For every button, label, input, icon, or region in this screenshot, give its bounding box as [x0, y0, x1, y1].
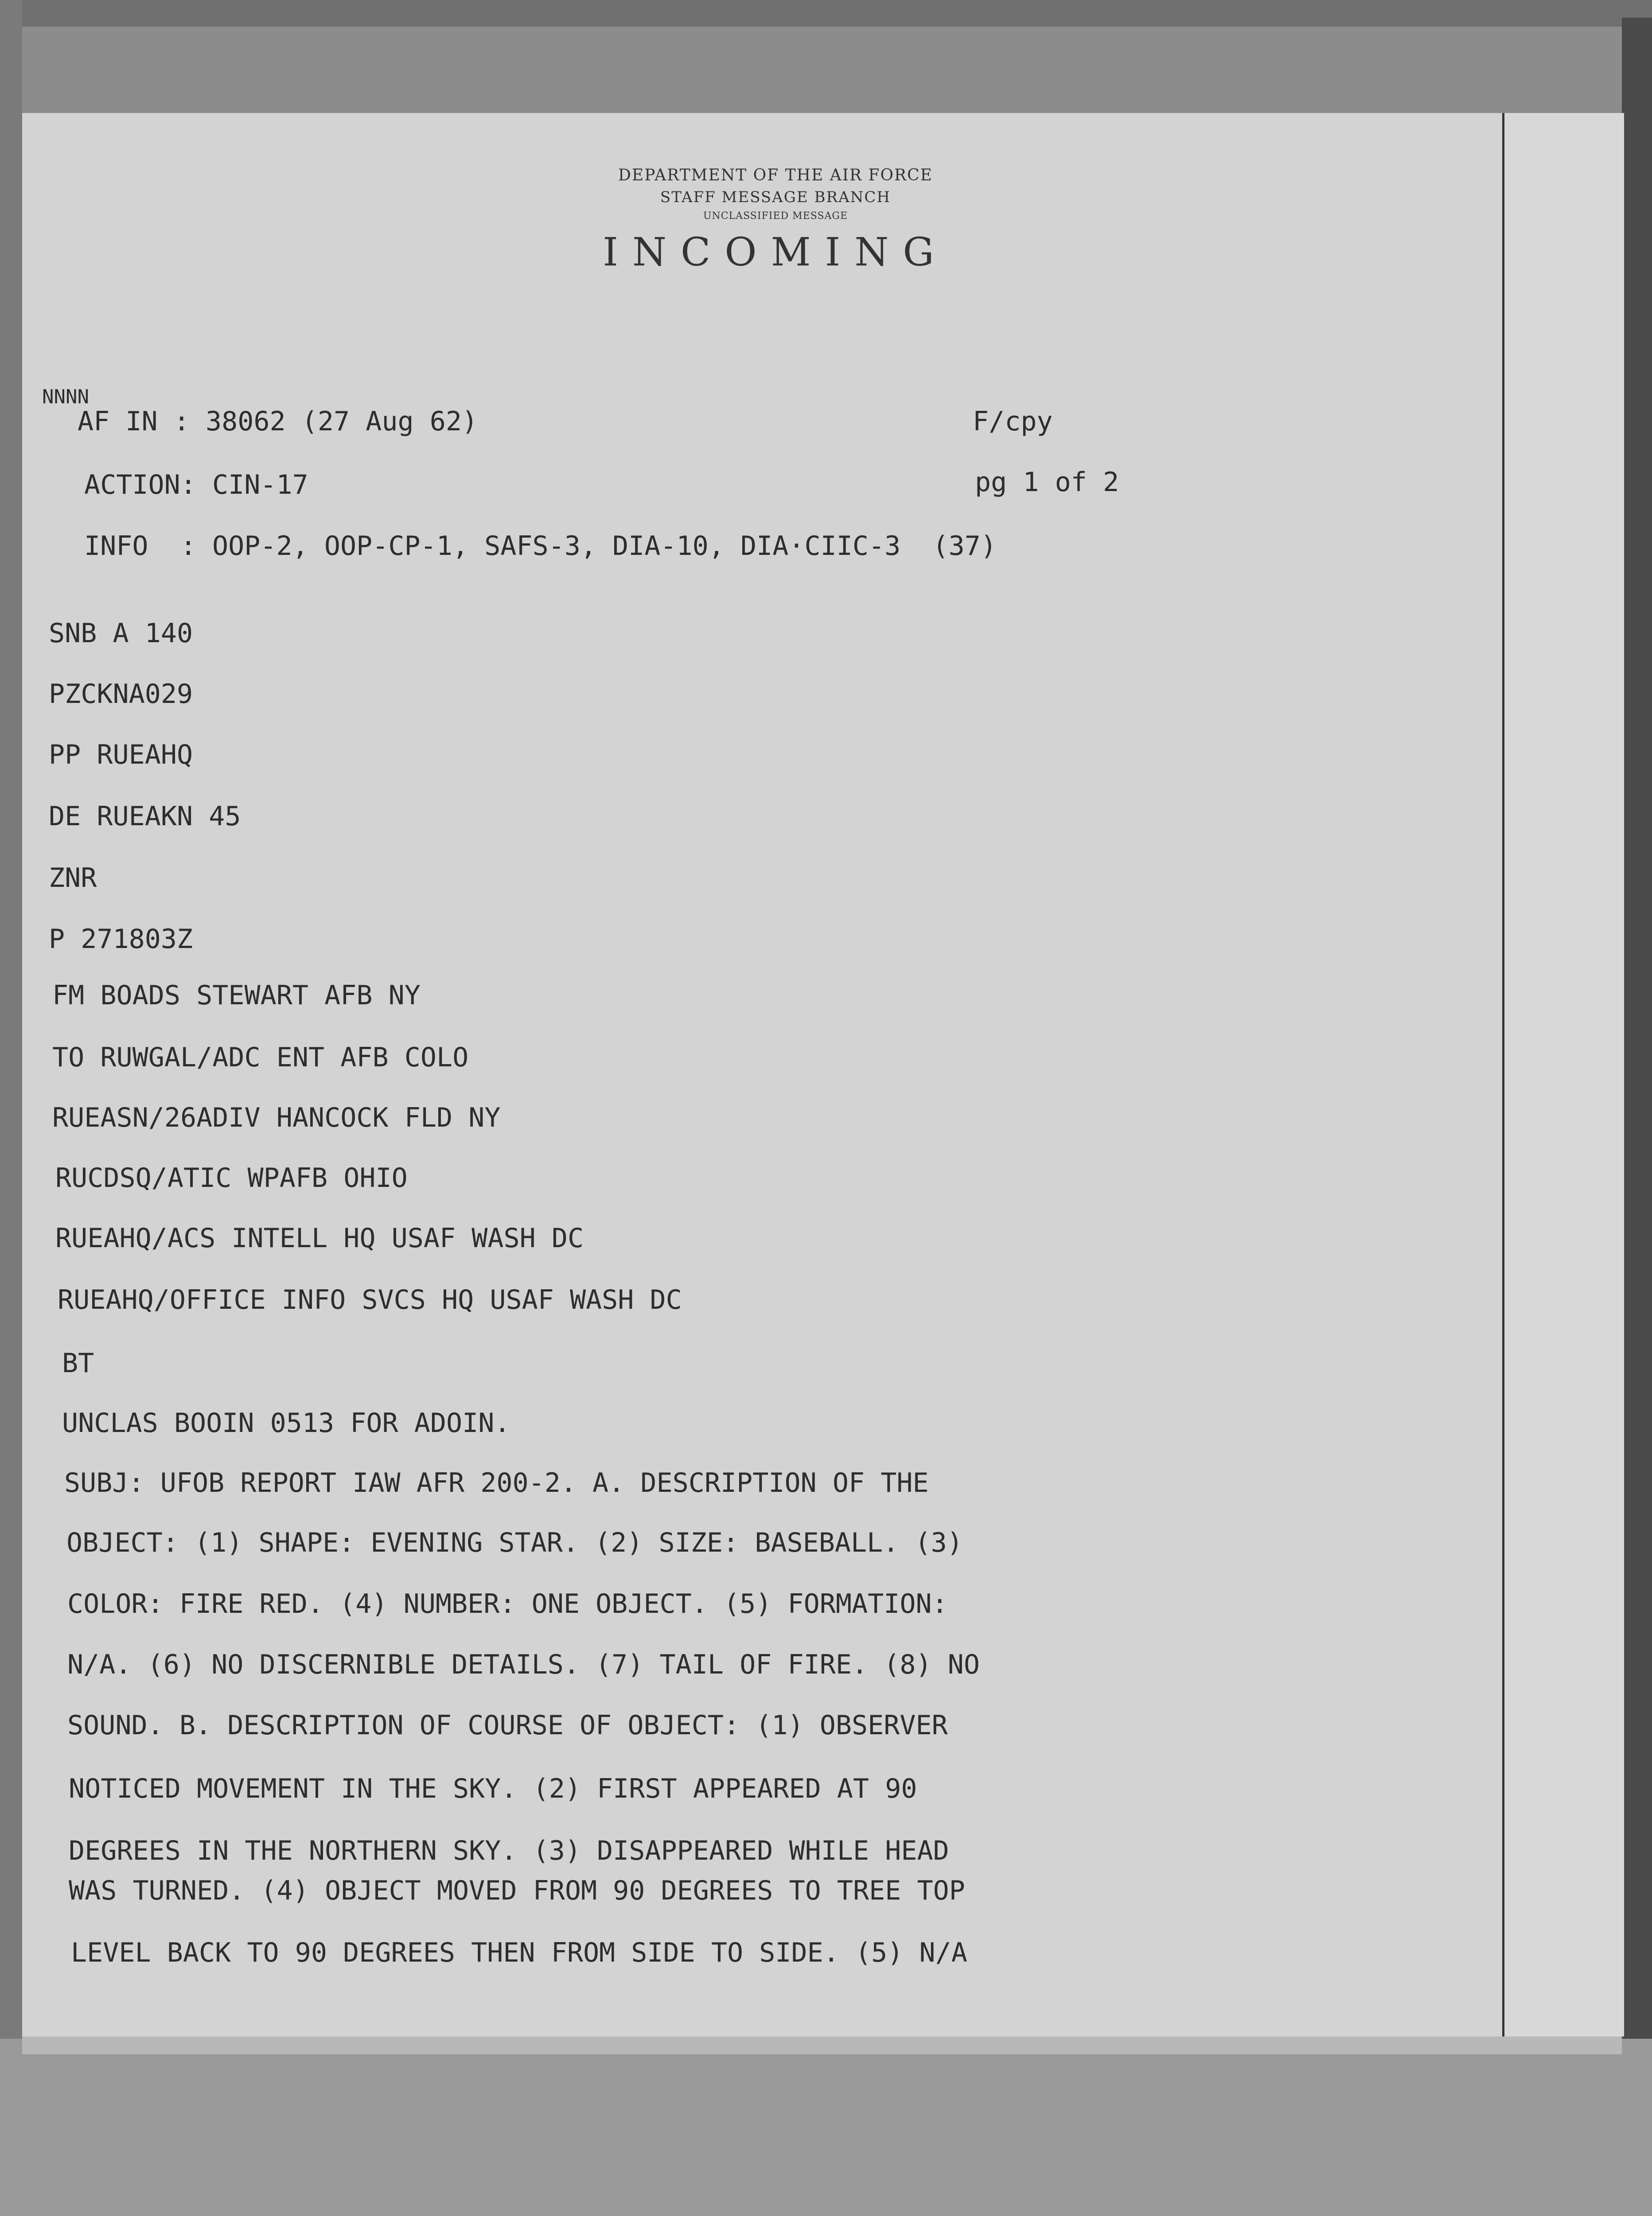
film-border-top — [0, 0, 1652, 27]
message-line: SUBJ: UFOB REPORT IAW AFR 200-2. A. DESCRIPTION OF THE — [64, 1467, 929, 1498]
department-name: DEPARTMENT OF THE AIR FORCE — [618, 166, 933, 184]
message-line: WAS TURNED. (4) OBJECT MOVED FROM 90 DEGREES TO TREE TOP — [69, 1875, 965, 1906]
copy-indicator: F/cpy — [973, 406, 1053, 437]
message-line: DEGREES IN THE NORTHERN SKY. (3) DISAPPEARED WHILE HEAD — [69, 1835, 949, 1866]
nnnn-marker: NNNN — [42, 386, 89, 408]
film-border-left — [0, 0, 22, 2083]
message-line: PZCKNA029 — [49, 679, 193, 710]
message-line: FM BOADS STEWART AFB NY — [52, 980, 421, 1011]
message-line: RUCDSQ/ATIC WPAFB OHIO — [55, 1163, 408, 1194]
message-line: P 271803Z — [49, 924, 193, 955]
message-line: LEVEL BACK TO 90 DEGREES THEN FROM SIDE TO SIDE. (5) N/A — [71, 1937, 967, 1968]
message-line: RUEAHQ/OFFICE INFO SVCS HQ USAF WASH DC — [58, 1284, 682, 1315]
message-line: OBJECT: (1) SHAPE: EVENING STAR. (2) SIZE: BASEBALL. (3) — [66, 1527, 963, 1558]
message-line: TO RUWGAL/ADC ENT AFB COLO — [52, 1042, 469, 1073]
info-line: INFO : OOP-2, OOP-CP-1, SAFS-3, DIA-10, DIA·CIIC-3 (37) — [84, 531, 997, 562]
document-header — [576, 164, 975, 277]
incoming-title: INCOMING — [603, 229, 948, 275]
message-line: N/A. (6) NO DISCERNIBLE DETAILS. (7) TAIL OF FIRE. (8) NO — [67, 1649, 980, 1680]
message-line: PP RUEAHQ — [49, 739, 193, 770]
af-in-number: AF IN : 38062 (27 Aug 62) — [78, 406, 478, 437]
message-line: BT — [62, 1348, 94, 1379]
page-number: pg 1 of 2 — [975, 467, 1119, 498]
action-line: ACTION: CIN-17 — [84, 469, 308, 500]
message-line: UNCLAS BOOIN 0513 FOR ADOIN. — [62, 1408, 510, 1439]
document-page — [22, 113, 1502, 2037]
message-line: DE RUEAKN 45 — [49, 801, 241, 832]
classification-label: UNCLASSIFIED MESSAGE — [703, 211, 848, 222]
film-border-right — [1622, 18, 1652, 2039]
message-line: ZNR — [49, 862, 97, 893]
message-line: SOUND. B. DESCRIPTION OF COURSE OF OBJECT: (1) OBSERVER — [67, 1710, 948, 1741]
page-bottom-edge — [22, 2037, 1622, 2054]
message-line: RUEAHQ/ACS INTELL HQ USAF WASH DC — [55, 1223, 584, 1254]
branch-name: STAFF MESSAGE BRANCH — [660, 188, 891, 206]
message-line: NOTICED MOVEMENT IN THE SKY. (2) FIRST APPEARED AT 90 — [69, 1773, 917, 1804]
message-line: COLOR: FIRE RED. (4) NUMBER: ONE OBJECT. (5) FORMATION: — [67, 1588, 948, 1619]
message-line: SNB A 140 — [49, 618, 193, 649]
page-edge-strip — [1502, 113, 1624, 2037]
background-surface — [0, 2039, 1652, 2216]
message-line: RUEASN/26ADIV HANCOCK FLD NY — [52, 1102, 501, 1133]
